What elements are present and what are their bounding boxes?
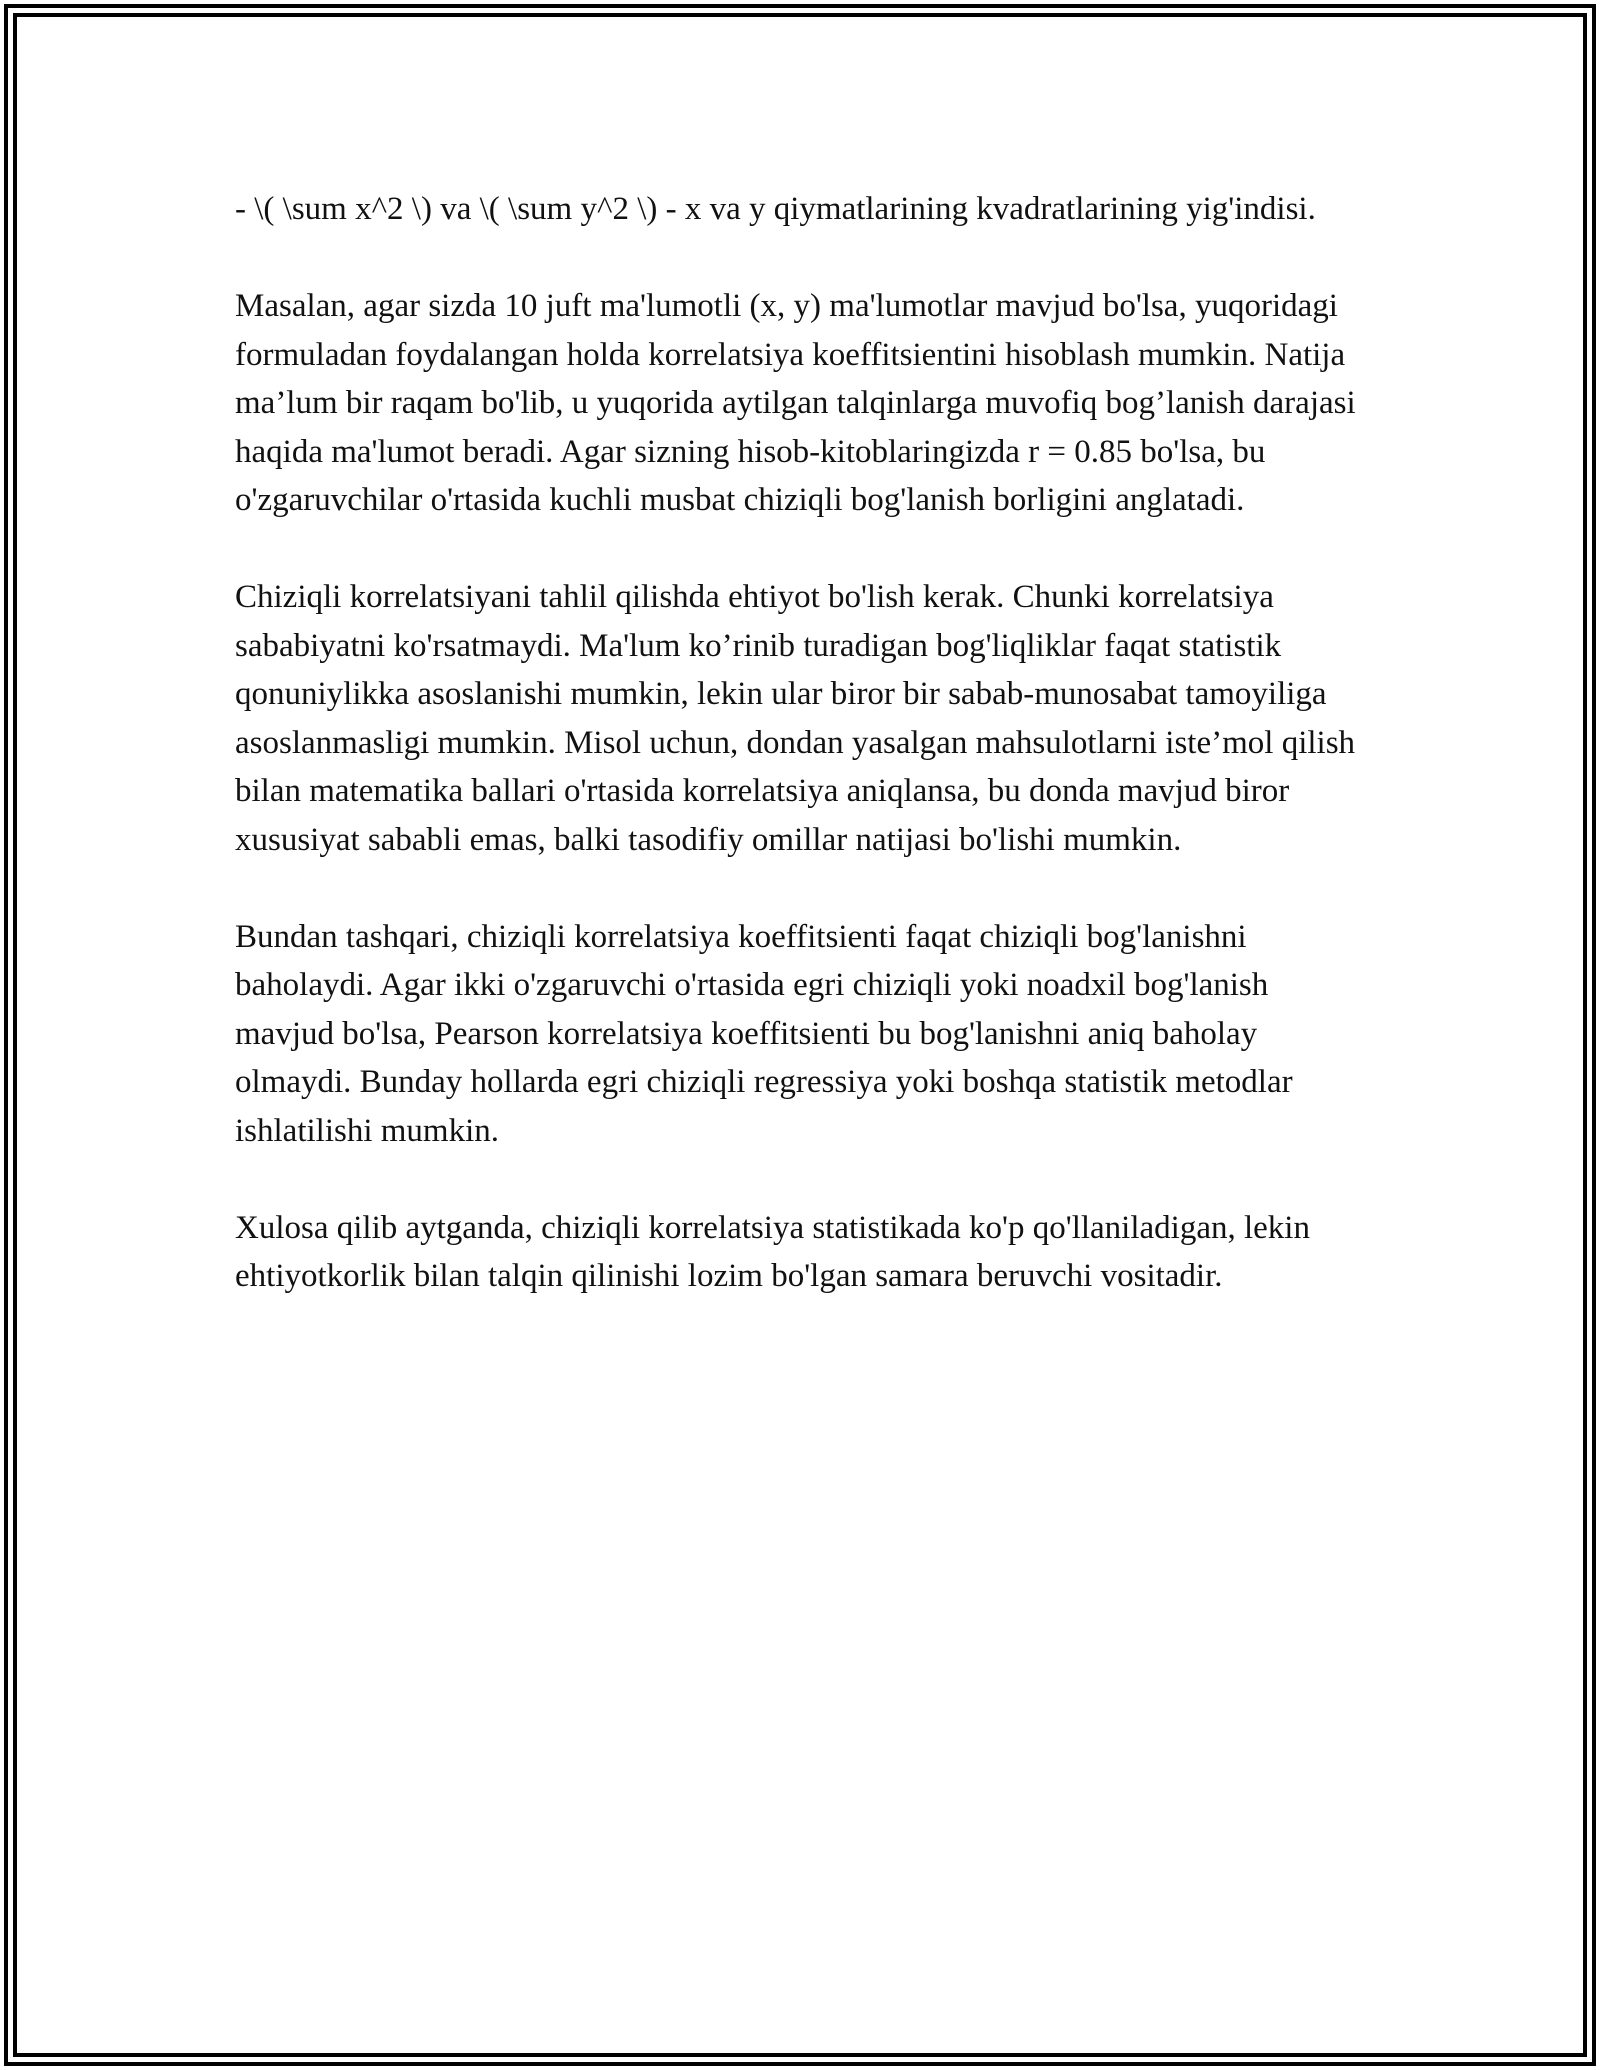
paragraph-example: Masalan, agar sizda 10 juft ma'lumotli (x, y) ma'lumotlar mavjud bo'lsa, yuqoridagi formuladan foydalangan holda korrelatsiya koeffitsientini hisoblash mumkin. Natija ma’lum bir raqam bo'lib, u yuqorida aytilgan talqinlarga muvofiq bog’lanish darajasi haqida ma'lumot beradi. Agar sizning hisob-kitoblaringizda r = 0.85 bo'lsa, bu o'zgaruvchilar o'rtasida kuchli musbat chiziqli bog'lanish borligini anglatadi. xyxy=(235,288,1356,518)
paragraph-linearity: Bundan tashqari, chiziqli korrelatsiya koeffitsienti faqat chiziqli bog'lanishni baholaydi. Agar ikki o'zgaruvchi o'rtasida egri chiziqli yoki noadxil bog'lanish mavjud bo'lsa, Pearson korrelatsiya koeffitsienti bu bog'lanishni aniq baholay olmaydi. Bunday hollarda egri chiziqli regressiya yoki boshqa statistik metodlar ishlatilishi mumkin. xyxy=(235,918,1293,1149)
document-body xyxy=(235,185,1370,1301)
paragraph-sum-squares: - \( \sum x^2 \) va \( \sum y^2 \) - x va y qiymatlarining kvadratlarining yig'indisi. xyxy=(235,191,1316,227)
paragraph-caution: Chiziqli korrelatsiyani tahlil qilishda ehtiyot bo'lish kerak. Chunki korrelatsiya sababiyatni ko'rsatmaydi. Ma'lum ko’rinib turadigan bog'liqliklar faqat statistik qonuniylikka asoslanishi mumkin, lekin ular biror bir sabab-munosabat tamoyiliga asoslanmasligi mumkin. Misol uchun, dondan yasalgan mahsulotlarni iste’mol qilish bilan matematika ballari o'rtasida korrelatsiya aniqlansa, bu donda mavjud biror xususiyat sababli emas, balki tasodifiy omillar natijasi bo'lishi mumkin. xyxy=(235,579,1356,858)
paragraph-conclusion: Xulosa qilib aytganda, chiziqli korrelatsiya statistikada ko'p qo'llaniladigan, lekin ehtiyotkorlik bilan talqin qilinishi lozim bo'lgan samara beruvchi vositadir. xyxy=(235,1209,1310,1294)
